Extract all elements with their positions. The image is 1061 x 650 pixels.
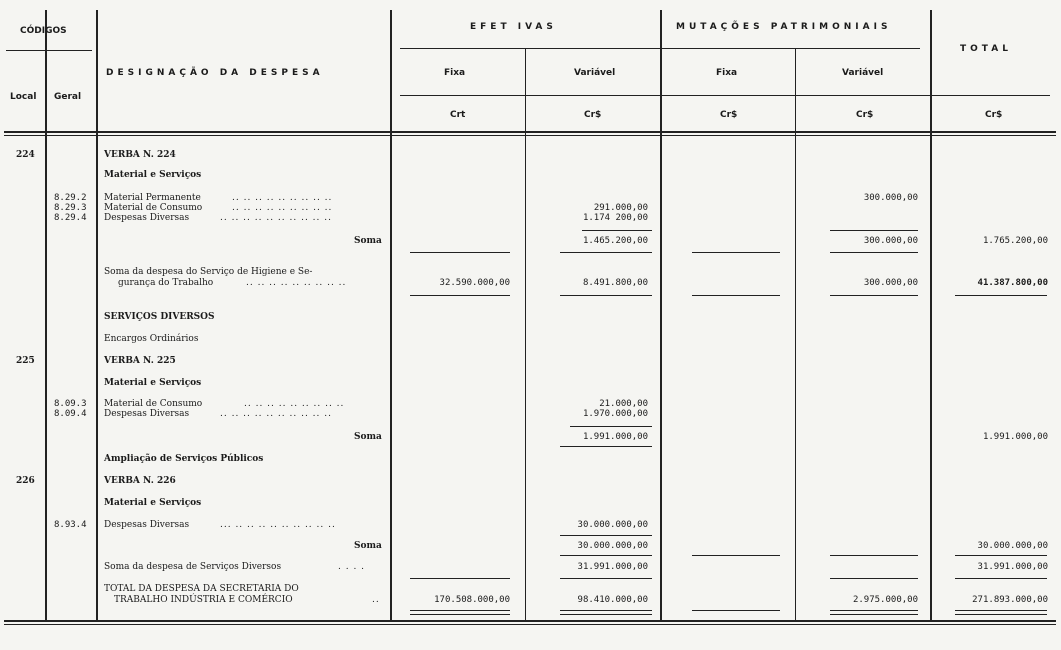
dot-leader: .. .. .. .. .. .. .. .. ..	[246, 278, 347, 288]
sum-rule	[955, 555, 1047, 556]
dot-leader: .. .. .. .. .. .. .. .. .. ..	[220, 409, 332, 419]
value-var-despesas-diversas-224: 1.174 200,00	[582, 213, 648, 223]
dot-leader: . . . .	[338, 562, 366, 572]
dot-leader: .. .. .. .. .. .. .. .. ..	[232, 193, 333, 203]
rule-page-bottom	[4, 620, 1056, 622]
row-local-225: 225	[16, 356, 35, 366]
sum-rule	[692, 555, 780, 556]
desc-material-consumo: Material de Consumo	[104, 203, 203, 213]
rule-col-variavel	[660, 10, 662, 620]
soma-higiene-line2: gurança do Trabalho	[118, 278, 214, 288]
value-var-material-consumo: 291.000,00	[593, 203, 648, 213]
code-8-29-2: 8.29.2	[54, 193, 87, 203]
code-8-09-4: 8.09.4	[54, 409, 87, 419]
header-total: TOTAL	[960, 44, 1012, 54]
value-var-despesas-diversas-226: 30.000.000,00	[577, 520, 648, 530]
sum-rule	[830, 555, 918, 556]
desc-material-permanente: Material Permanente	[104, 193, 201, 203]
total-secretaria-line2: TRABALHO INDÚSTRIA E COMÉRCIO	[114, 595, 293, 605]
code-8-93-4: 8.93.4	[54, 520, 87, 530]
code-8-09-3: 8.09.3	[54, 399, 87, 409]
sum-rule	[560, 535, 652, 536]
rule-header-currency	[400, 95, 1050, 96]
rule-col-geral	[96, 10, 98, 620]
soma-higiene-line1: Soma da despesa do Serviço de Higiene e Se-	[104, 267, 313, 277]
sum-rule	[560, 446, 652, 447]
header-mut-variavel: Variável	[842, 68, 884, 78]
dot-leader: .. .. .. .. .. .. .. .. ..	[232, 203, 333, 213]
soma-servicos-diversos: Soma da despesa de Serviços Diversos	[104, 562, 282, 572]
sum-rule	[830, 578, 918, 579]
sum-rule	[830, 252, 918, 253]
rule-col-mutvar	[930, 10, 932, 620]
verba-226: VERBA N. 226	[104, 476, 176, 486]
total-var: 98.410.000,00	[577, 595, 648, 605]
header-designacao: DESIGNAÇÃO DA DESPESA	[106, 68, 324, 78]
header-currency-fixa: Crt	[450, 110, 466, 120]
sum-rule	[830, 295, 918, 296]
sum-rule	[955, 610, 1047, 611]
sum-rule	[570, 426, 652, 427]
verba-225: VERBA N. 225	[104, 356, 176, 366]
higiene-mutvar: 300.000,00	[863, 278, 918, 288]
header-fixa: Fixa	[444, 68, 466, 78]
soma-total-224: 1.765.200,00	[982, 236, 1048, 246]
sum-rule	[830, 610, 918, 611]
sum-rule	[955, 614, 1047, 615]
sum-rule	[560, 252, 652, 253]
rule-col-designacao	[390, 10, 392, 620]
code-8-29-4: 8.29.4	[54, 213, 87, 223]
higiene-var: 8.491.800,00	[582, 278, 648, 288]
row-local-224: 224	[16, 150, 35, 160]
code-8-29-3: 8.29.3	[54, 203, 87, 213]
higiene-fixa: 32.590.000,00	[439, 278, 510, 288]
sum-rule	[560, 555, 652, 556]
servicos-diversos-heading: SERVIÇOS DIVERSOS	[104, 312, 215, 322]
soma-var-226: 30.000.000,00	[577, 541, 648, 551]
header-mut-fixa: Fixa	[716, 68, 738, 78]
soma-label-225: Soma	[354, 432, 382, 442]
material-servicos-226: Material e Serviços	[104, 498, 202, 508]
soma-mutvar-224: 300.000,00	[863, 236, 918, 246]
rule-col-mutfixa	[795, 48, 796, 620]
sum-rule	[955, 295, 1047, 296]
header-efetivas: EFET IVAS	[470, 22, 557, 32]
row-local-226: 226	[16, 476, 35, 486]
sum-rule	[955, 578, 1047, 579]
header-currency-mutfixa: Cr$	[720, 110, 738, 120]
total-total: 271.893.000,00	[972, 595, 1048, 605]
sum-rule	[410, 295, 510, 296]
sum-rule	[410, 610, 510, 611]
rule-col-fixa	[525, 48, 526, 620]
header-currency-total: Cr$	[985, 110, 1003, 120]
sum-rule	[560, 614, 652, 615]
sum-rule	[410, 578, 510, 579]
soma-var-224: 1.465.200,00	[582, 236, 648, 246]
desc-despesas-diversas-226: Despesas Diversas	[104, 520, 190, 530]
dot-leader: .. .. .. .. .. .. .. .. ..	[244, 399, 345, 409]
soma-label-224: Soma	[354, 236, 382, 246]
material-servicos-224: Material e Serviços	[104, 170, 202, 180]
header-currency-variavel: Cr$	[584, 110, 602, 120]
header-codigos: CÓDIGOS	[20, 26, 67, 36]
dot-leader: ... .. .. .. .. .. .. .. .. ..	[220, 520, 336, 530]
soma-label-226: Soma	[354, 541, 382, 551]
rule-header-sub	[6, 50, 92, 51]
ampliacao-servicos-publicos: Ampliação de Serviços Públicos	[104, 454, 264, 464]
sum-rule	[830, 230, 918, 231]
sum-rule	[560, 578, 652, 579]
desc-despesas-diversas-224: Despesas Diversas	[104, 213, 190, 223]
higiene-total: 41.387.800,00	[977, 278, 1048, 288]
encargos-ordinarios: Encargos Ordinários	[104, 334, 199, 344]
rule-page-bottom-2	[4, 624, 1056, 625]
value-var-despesas-diversas-225: 1.970.000,00	[582, 409, 648, 419]
soma-total-225: 1.991.000,00	[982, 432, 1048, 442]
header-local: Local	[10, 92, 37, 102]
total-secretaria-line1: TOTAL DA DESPESA DA SECRETARIA DO	[104, 584, 299, 594]
sum-rule	[560, 295, 652, 296]
header-geral: Geral	[54, 92, 82, 102]
soma-div-var: 31.991.000,00	[577, 562, 648, 572]
soma-var-225: 1.991.000,00	[582, 432, 648, 442]
header-currency-mutvar: Cr$	[856, 110, 874, 120]
desc-material-consumo-225: Material de Consumo	[104, 399, 203, 409]
sum-rule	[560, 610, 652, 611]
header-variavel: Variável	[574, 68, 616, 78]
desc-despesas-diversas-225: Despesas Diversas	[104, 409, 190, 419]
total-mutvar: 2.975.000,00	[852, 595, 918, 605]
rule-header-bottom	[4, 131, 1056, 133]
sum-rule	[692, 252, 780, 253]
dot-leader: ..	[372, 595, 380, 605]
header-mutacoes: MUTAÇÕES PATRIMONIAIS	[676, 22, 892, 32]
dot-leader: .. .. .. .. .. .. .. .. .. ..	[220, 213, 332, 223]
sum-rule	[692, 610, 780, 611]
value-var-material-consumo-225: 21.000,00	[599, 399, 648, 409]
material-servicos-225: Material e Serviços	[104, 378, 202, 388]
total-fixa: 170.508.000,00	[434, 595, 510, 605]
verba-224: VERBA N. 224	[104, 150, 176, 160]
rule-header-bottom-2	[4, 135, 1056, 136]
sum-rule	[692, 295, 780, 296]
rule-col-local	[45, 10, 47, 620]
sum-rule	[582, 230, 652, 231]
rule-header-groups	[400, 48, 920, 49]
sum-rule	[410, 252, 510, 253]
value-mutvar-material-permanente: 300.000,00	[863, 193, 918, 203]
sum-rule	[410, 614, 510, 615]
sum-rule	[830, 614, 918, 615]
soma-div-total: 31.991.000,00	[977, 562, 1048, 572]
soma-total-226: 30.000.000,00	[977, 541, 1048, 551]
